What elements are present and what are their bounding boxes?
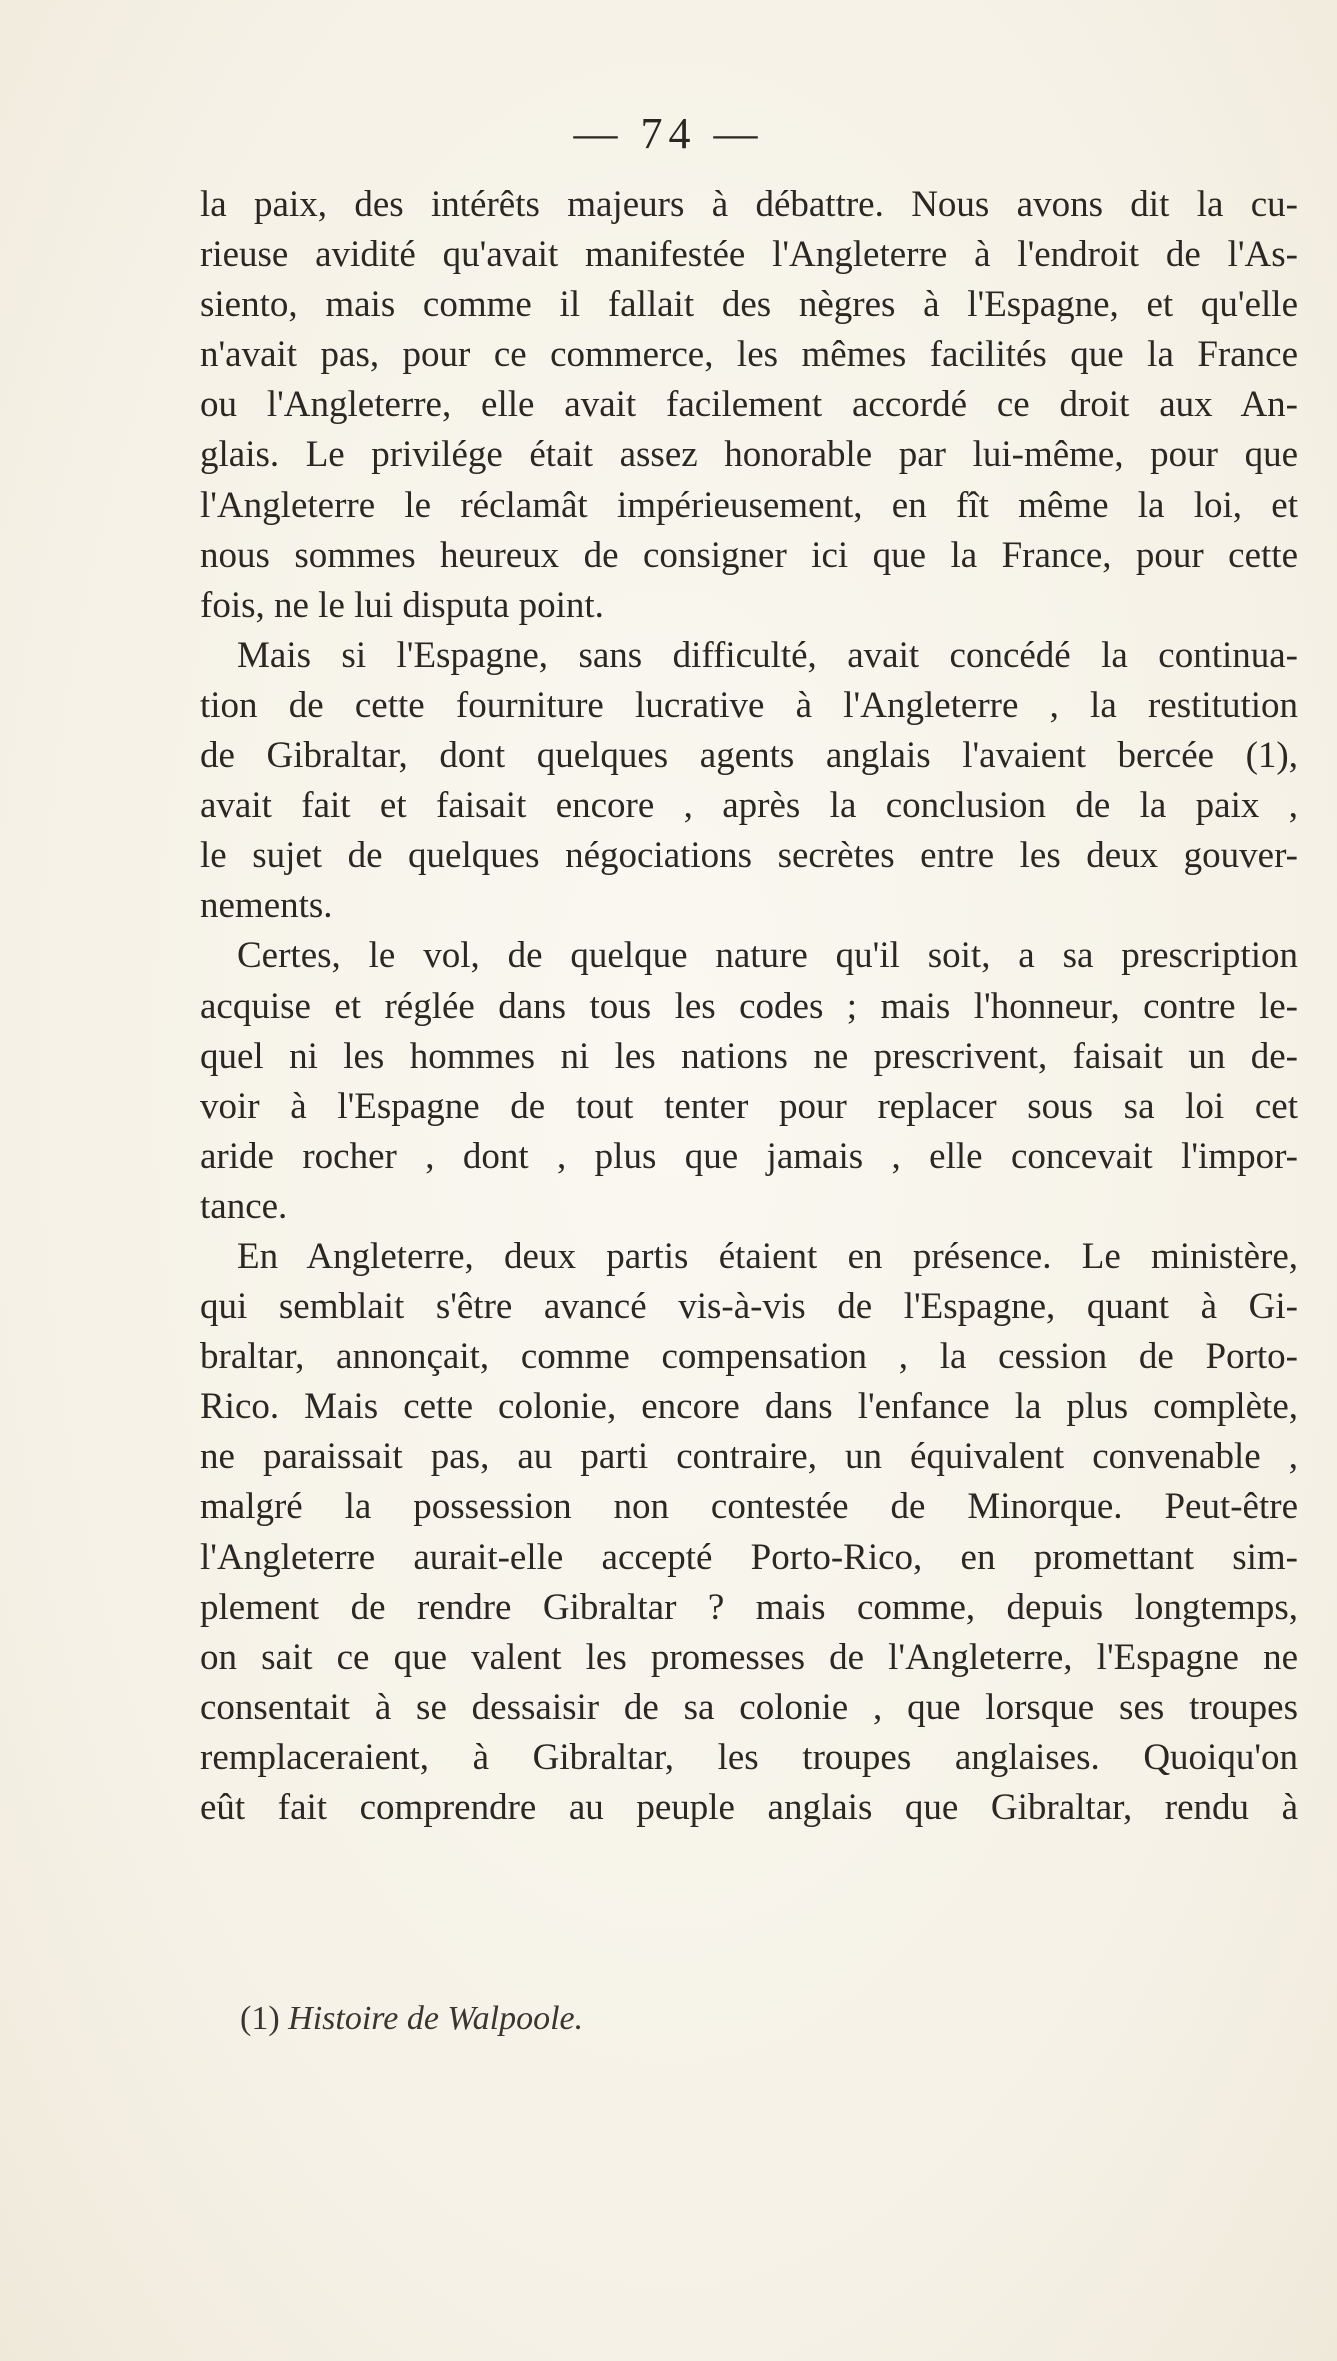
text-line: quel ni les hommes ni les nations ne prescrivent, faisait un de- xyxy=(200,1035,1298,1077)
text-line: Rico. Mais cette colonie, encore dans l'enfance la plus complète, xyxy=(200,1386,1298,1428)
text-line: fois, ne le lui disputa point. xyxy=(200,584,604,626)
text-line: En Angleterre, deux partis étaient en présence. Le ministère, xyxy=(237,1235,1298,1277)
text-line: la paix, des intérêts majeurs à débattre. Nous avons dit la cu- xyxy=(200,184,1298,225)
body-text xyxy=(200,180,1298,1833)
text-line: on sait ce que valent les promesses de l'Angleterre, l'Espagne ne xyxy=(200,1636,1298,1678)
text-line: remplaceraient, à Gibraltar, les troupes anglaises. Quoiqu'on xyxy=(200,1736,1298,1778)
footnote-title: Histoire de Walpoole. xyxy=(288,2000,584,2037)
text-line: tion de cette fourniture lucrative à l'Angleterre , la restitution xyxy=(200,684,1298,726)
text-line: consentait à se dessaisir de sa colonie , que lorsque ses troupes xyxy=(200,1686,1298,1728)
text-line: plement de rendre Gibraltar ? mais comme, depuis longtemps, xyxy=(200,1586,1298,1628)
text-line: ou l'Angleterre, elle avait facilement accordé ce droit aux An- xyxy=(200,384,1298,426)
footnote xyxy=(240,2000,583,2038)
text-line: qui semblait s'être avancé vis-à-vis de l'Espagne, quant à Gi- xyxy=(200,1286,1298,1328)
text-line: acquise et réglée dans tous les codes ; mais l'honneur, contre le- xyxy=(200,985,1298,1027)
text-line: malgré la possession non contestée de Minorque. Peut-être xyxy=(200,1486,1298,1528)
text-line: Certes, le vol, de quelque nature qu'il soit, a sa prescription xyxy=(237,935,1298,977)
text-line: glais. Le privilége était assez honorable par lui-même, pour que xyxy=(200,434,1298,476)
text-line: n'avait pas, pour ce commerce, les mêmes facilités que la France xyxy=(200,334,1298,376)
text-line: siento, mais comme il fallait des nègres à l'Espagne, et qu'elle xyxy=(200,284,1298,326)
text-line: nous sommes heureux de consigner ici que la France, pour cette xyxy=(200,534,1298,576)
footnote-marker: (1) xyxy=(240,2000,280,2037)
text-line: aride rocher , dont , plus que jamais , elle concevait l'impor- xyxy=(200,1135,1298,1177)
text-line: tance. xyxy=(200,1185,288,1227)
text-line: ne paraissait pas, au parti contraire, un équivalent convenable , xyxy=(200,1436,1298,1478)
page-number: — 74 — xyxy=(573,109,764,158)
text-line: braltar, annonçait, comme compensation , la cession de Porto- xyxy=(200,1336,1298,1378)
text-line: nements. xyxy=(200,885,333,927)
text-line: de Gibraltar, dont quelques agents anglais l'avaient bercée (1), xyxy=(200,735,1298,777)
text-line: eût fait comprendre au peuple anglais que Gibraltar, rendu à xyxy=(200,1787,1298,1828)
text-line: le sujet de quelques négociations secrètes entre les deux gouver- xyxy=(200,835,1298,877)
text-line: l'Angleterre le réclamât impérieusement, en fît même la loi, et xyxy=(200,484,1298,526)
text-line: rieuse avidité qu'avait manifestée l'Angleterre à l'endroit de l'As- xyxy=(200,234,1298,276)
text-line: avait fait et faisait encore , après la conclusion de la paix , xyxy=(200,785,1298,827)
text-line: Mais si l'Espagne, sans difficulté, avait concédé la continua- xyxy=(237,634,1298,676)
text-line: voir à l'Espagne de tout tenter pour replacer sous sa loi cet xyxy=(200,1085,1298,1127)
text-line: l'Angleterre aurait-elle accepté Porto-Rico, en promettant sim- xyxy=(200,1536,1298,1578)
